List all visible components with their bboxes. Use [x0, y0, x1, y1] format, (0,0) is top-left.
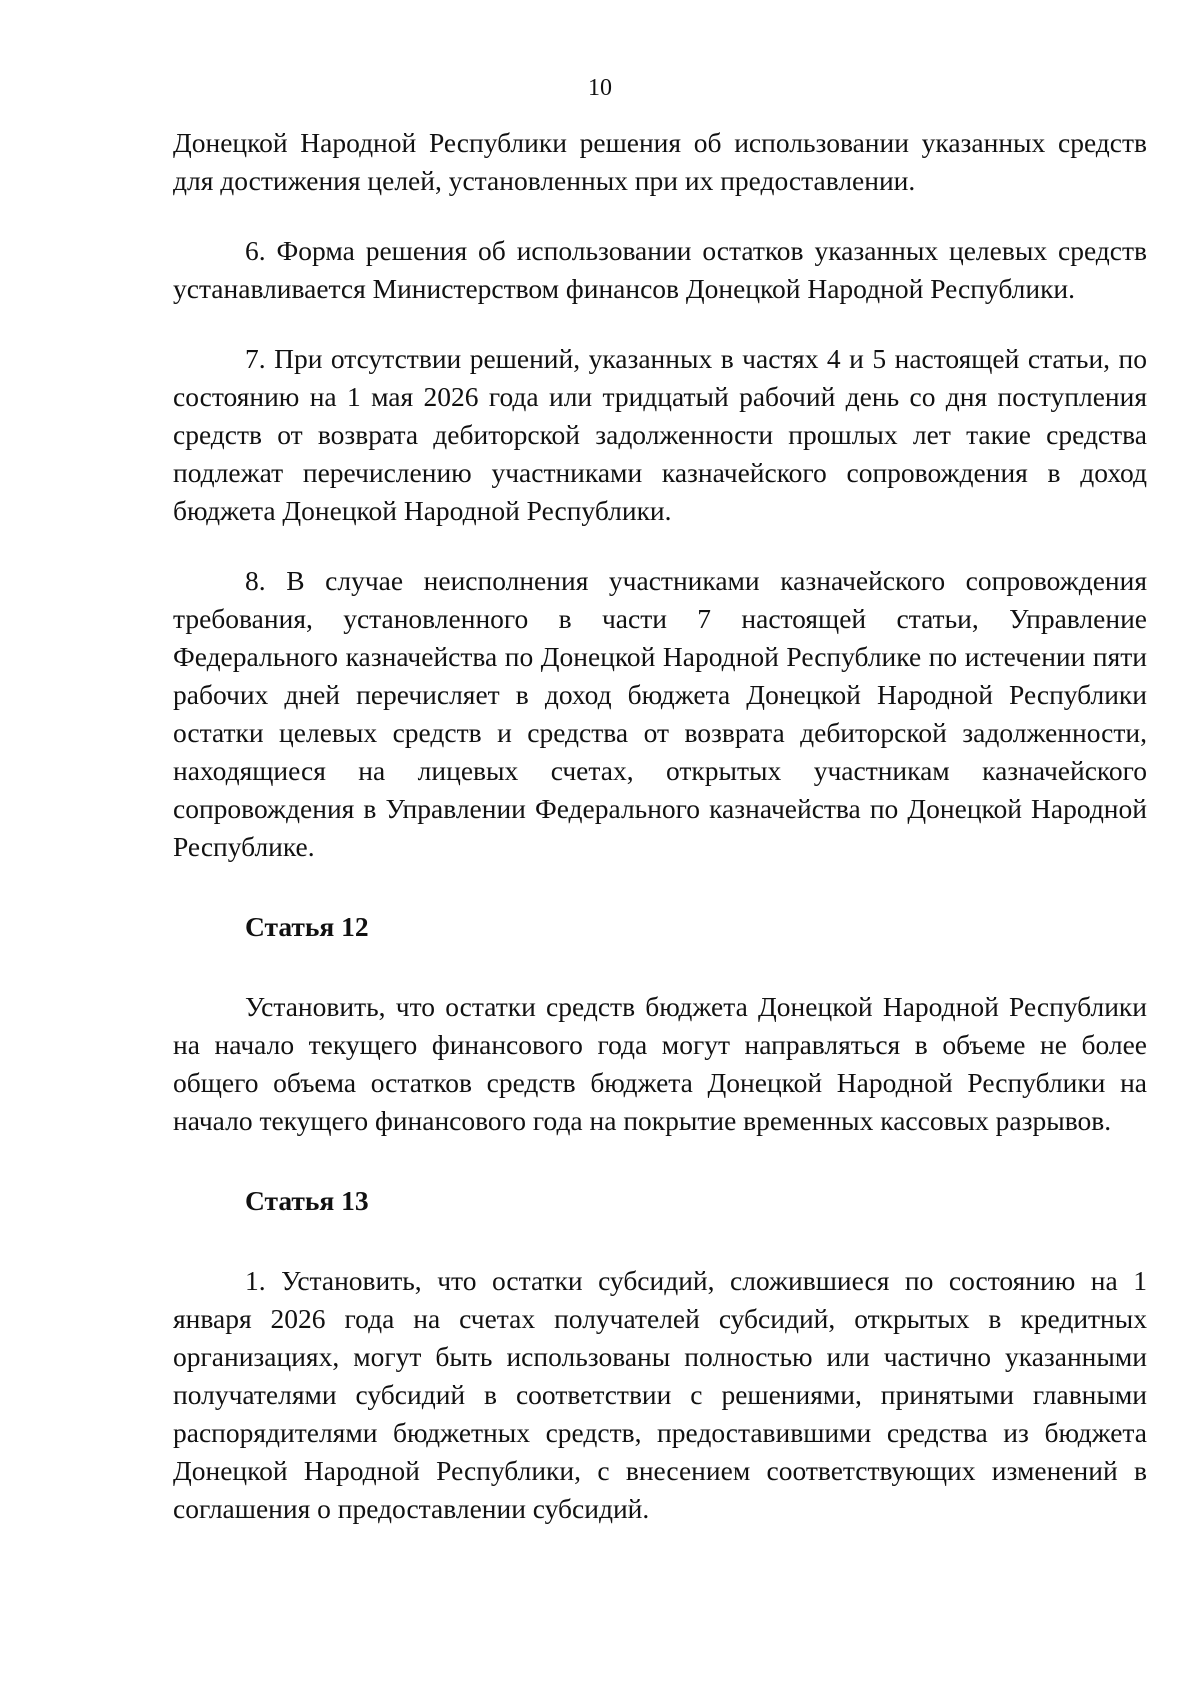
article-13-paragraph-1: 1. Установить, что остатки субсидий, сложившиеся по состоянию на 1 января 2026 года на счетах получателей субсидий, открытых в кредитных организациях, могут быть использованы полностью или частично указанными получателями субсидий в соответствии с решениями, принятыми главными распорядителями бюджетных средств, предоставившими средства из бюджета Донецкой Народной Республики, с внесением соответствующих изменений в соглашения о предоставлении субсидий. — [173, 1265, 1147, 1524]
document-body — [173, 124, 1147, 1528]
article-13-heading: Статья 13 — [245, 1185, 369, 1216]
paragraph-continuation: Донецкой Народной Республики решения об использовании указанных средств для достижения целей, установленных при их предоставлении. — [173, 127, 1147, 196]
article-12-text: Установить, что остатки средств бюджета Донецкой Народной Республики на начало текущего финансового года могут направляться в объеме не более общего объема остатков средств бюджета Донецкой Народной Республики на начало текущего финансового года на покрытие временных кассовых разрывов. — [173, 991, 1147, 1136]
article-12-heading: Статья 12 — [245, 911, 369, 942]
paragraph-6: 6. Форма решения об использовании остатков указанных целевых средств устанавливается Министерством финансов Донецкой Народной Республики. — [173, 235, 1147, 304]
page-number: 10 — [588, 75, 612, 101]
paragraph-8: 8. В случае неисполнения участниками казначейского сопровождения требования, установленного в части 7 настоящей статьи, Управление Федерального казначейства по Донецкой Народной Республике по истечении пяти рабочих дней перечисляет в доход бюджета Донецкой Народной Республики остатки целевых средств и средства от возврата дебиторской задолженности, находящиеся на лицевых счетах, открытых участникам казначейского сопровождения в Управлении Федерального казначейства по Донецкой Народной Республике. — [173, 565, 1147, 862]
paragraph-7: 7. При отсутствии решений, указанных в частях 4 и 5 настоящей статьи, по состоянию на 1 мая 2026 года или тридцатый рабочий день со дня поступления средств от возврата дебиторской задолженности прошлых лет такие средства подлежат перечислению участниками казначейского сопровождения в доход бюджета Донецкой Народной Республики. — [173, 343, 1147, 526]
